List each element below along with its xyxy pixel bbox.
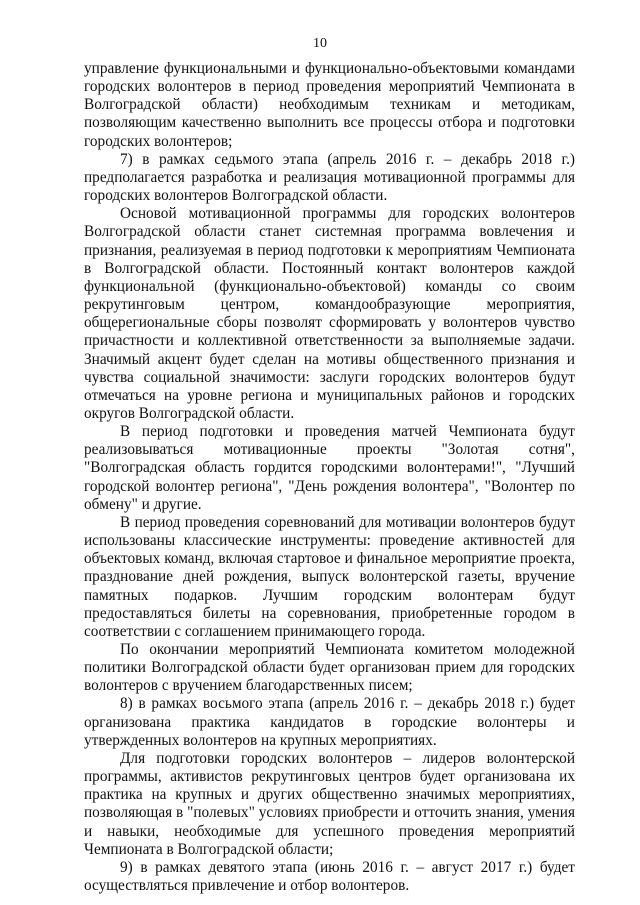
paragraph: 7) в рамках седьмого этапа (апрель 2016 г. – декабрь 2018 г.) предполагается разработка и реализация мотивационной программы для городских волонтеров Волгоградской области. [84,150,575,205]
paragraph: По окончании мероприятий Чемпионата комитетом молодежной политики Волгоградской области будет организован прием для городских волонтеров с вручением благодарственных писем; [84,641,575,695]
page-number: 10 [313,36,327,51]
paragraph: 9) в рамках девятого этапа (июнь 2016 г. – август 2017 г.) будет осуществляться привлечение и отбор волонтеров. [84,858,575,895]
paragraph: В период подготовки и проведения матчей Чемпионата будут реализовываться мотивационные проекты "Золотая сотня", "Волгоградская область гордится городскими волонтерами!", "Лучший городской волонтер региона", "День рождения волонтера", "Волонтер по обмену" и другие. [84,423,575,513]
paragraph: Для подготовки городских волонтеров – лидеров волонтерской программы, активистов рекрутинговых центров будет организована их практика на крупных и других общественно значимых мероприятиях, позволяющая в "полевых" условиях приобрести и отточить знания, умения и навыки, необходимые для успешного проведения мероприятий Чемпионата в Волгоградской области; [84,749,575,858]
paragraph: Основой мотивационной программы для городских волонтеров Волгоградской области станет системная программа вовлечения и признания, реализуемая в период подготовки к мероприятиям Чемпионата в Волгоградской области. Постоянный контакт волонтеров каждой функциональной (функционально-объектовой) команды со своим рекрутинговым центром, командообразующие мероприятия, общерегиональные сборы позволят сформировать у волонтеров чувство причастности и коллективной ответственности за выполняемые задачи. Значимый акцент будет сделан на мотивы общественного признания и чувства социальной значимости: заслуги городских волонтеров будут отмечаться на уровне региона и муниципальных районов и городских округов Волгоградской области. [84,205,575,422]
paragraph: 8) в рамках восьмого этапа (апрель 2016 г. – декабрь 2018 г.) будет организована практика кандидатов в городские волонтеры и утвержденных волонтеров на крупных мероприятиях. [84,695,575,749]
document-body [84,60,575,895]
paragraph: В период проведения соревнований для мотивации волонтеров будут использованы классические инструменты: проведение активностей для объектовых команд, включая стартовое и финальное мероприятие проекта, празднование дней рождения, выпуск волонтерской газеты, вручение памятных подарков. Лучшим городским волонтерам будут предоставляться билеты на соревнования, приобретенные городом в соответствии с соглашением принимающего города. [84,513,575,640]
paragraph: управление функциональными и функционально-объектовыми командами городских волонтеров в период проведения мероприятий Чемпионата в Волгоградской области) необходимым техникам и методикам, позволяющим качественно выполнить все процессы отбора и подготовки городских волонтеров; [84,60,575,150]
